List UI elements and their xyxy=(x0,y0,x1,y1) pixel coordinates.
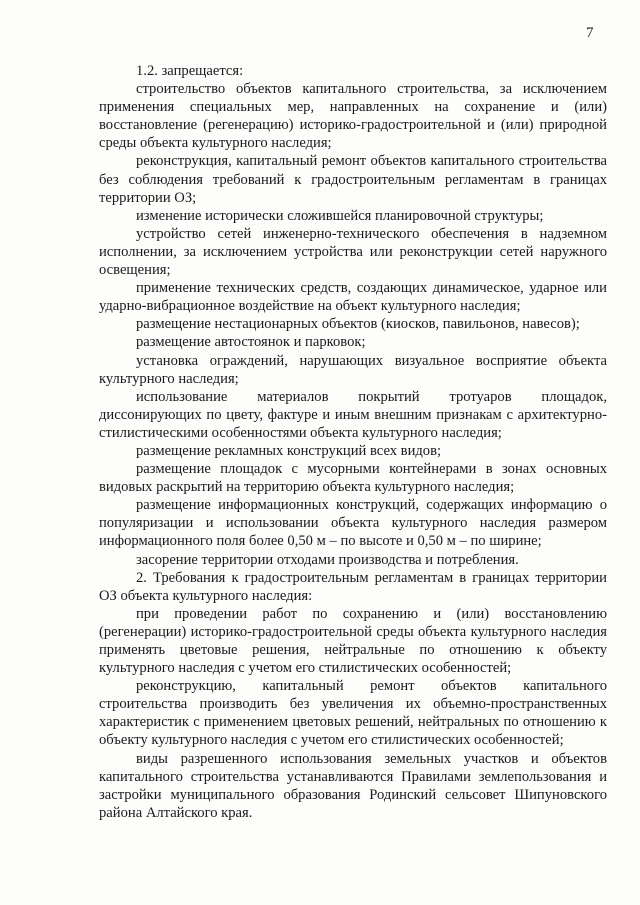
list-item: использование материалов покрытий тротуаров площадок, диссонирующих по цвету, фактуре и иным внешним признакам с архитектурно-стилистическими особенностями объекта культурного наследия; xyxy=(99,388,607,441)
list-item: установка ограждений, нарушающих визуальное восприятие объекта культурного наследия; xyxy=(99,352,607,387)
clause-heading: 2. Требования к градостроительным регламентам в границах территории ОЗ объекта культурного наследия: xyxy=(99,569,607,604)
document-body xyxy=(99,62,607,822)
list-item: засорение территории отходами производства и потребления. xyxy=(136,551,519,568)
list-item: строительство объектов капитального строительства, за исключением применения специальных мер, направленных на сохранение и (или) восстановление (регенерацию) историко-градостроительной и (или) природной среды объекта культурного наследия; xyxy=(99,81,607,152)
list-item: реконструкцию, капитальный ремонт объектов капитального строительства производить без увеличения их объемно-пространственных характеристик с применением цветовых решений, нейтральных по отношению к объекту культурного наследия с учетом его стилистических особенностей; xyxy=(99,678,607,749)
list-item: размещение рекламных конструкций всех видов; xyxy=(136,442,442,459)
list-item: изменение исторически сложившейся планировочной структуры; xyxy=(136,207,544,224)
list-item: реконструкция, капитальный ремонт объектов капитального строительства без соблюдения требований к градостроительным регламентам в границах территории ОЗ; xyxy=(99,153,607,206)
clause-heading: 1.2. запрещается: xyxy=(136,63,244,79)
list-item: виды разрешенного использования земельных участков и объектов капитального строительства устанавливаются Правилами землепользования и застройки муниципального образования Родинский сельсовет Шипуновского района Алтайского края. xyxy=(99,750,607,821)
list-item: размещение нестационарных объектов (киосков, павильонов, навесов); xyxy=(136,316,580,333)
list-item: размещение информационных конструкций, содержащих информацию о популяризации и использовании объекта культурного наследия размером информационного поля более 0,50 м – по высоте и 0,50 м – по ширине; xyxy=(99,497,607,550)
list-item: при проведении работ по сохранению и (или) восстановлению (регенерации) историко-градостроительной среды объекта культурного наследия применять цветовые решения, нейтральные по отношению к объекту культурного наследия с учетом его стилистических особенностей; xyxy=(99,605,607,677)
list-item: размещение площадок с мусорными контейнерами в зонах основных видовых раскрытий на территорию объекта культурного наследия; xyxy=(99,461,607,496)
list-item: устройство сетей инженерно-технического обеспечения в надземном исполнении, за исключением устройства или реконструкции сетей наружного освещения; xyxy=(99,225,607,279)
list-item: размещение автостоянок и парковок; xyxy=(136,334,366,351)
list-item: применение технических средств, создающих динамическое, ударное или ударно-вибрационное воздействие на объект культурного наследия; xyxy=(99,280,607,315)
page-number: 7 xyxy=(586,25,594,41)
